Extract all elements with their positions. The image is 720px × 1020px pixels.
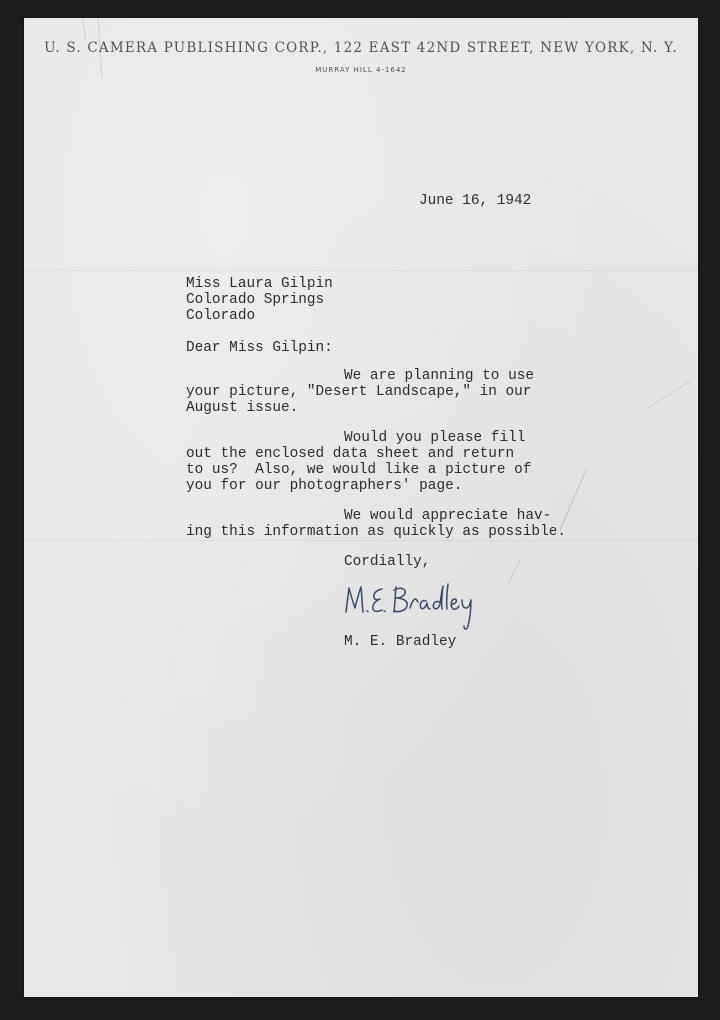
paragraph-2-line-3: to us? Also, we would like a picture of	[186, 462, 532, 478]
fold-line-lower	[24, 540, 698, 541]
paragraph-2-line-4: you for our photographers' page.	[186, 478, 463, 494]
paragraph-1-line-3: August issue.	[186, 400, 299, 416]
pencil-mark-top-left	[72, 18, 112, 88]
pencil-mark-right	[554, 468, 594, 538]
letter-date: June 16, 1942	[419, 193, 532, 209]
recipient-name: Miss Laura Gilpin	[186, 276, 333, 292]
letterhead-company-line: U. S. CAMERA PUBLISHING CORP., 122 EAST 42ND STREET, NEW YORK, N. Y.	[44, 40, 678, 56]
paragraph-1-line-2: your picture, "Desert Landscape," in our	[186, 384, 532, 400]
pencil-mark-edge	[644, 378, 694, 418]
recipient-city: Colorado Springs	[186, 292, 325, 308]
pencil-mark-closing	[504, 558, 524, 588]
paragraph-1-line-1: We are planning to use	[344, 368, 534, 384]
handwritten-signature	[340, 578, 500, 634]
fold-line-upper	[24, 270, 698, 271]
paragraph-2-line-1: Would you please fill	[344, 430, 526, 446]
paragraph-3-line-1: We would appreciate hav-	[344, 508, 552, 524]
letterhead-phone: MURRAY HILL 4-1642	[315, 66, 407, 74]
paragraph-3-line-2: ing this information as quickly as possible.	[186, 524, 566, 540]
paragraph-2-line-2: out the enclosed data sheet and return	[186, 446, 515, 462]
letter-page	[24, 18, 698, 997]
closing: Cordially,	[344, 554, 431, 570]
salutation: Dear Miss Gilpin:	[186, 340, 333, 356]
recipient-state: Colorado	[186, 308, 256, 324]
signer-name: M. E. Bradley	[344, 634, 457, 650]
